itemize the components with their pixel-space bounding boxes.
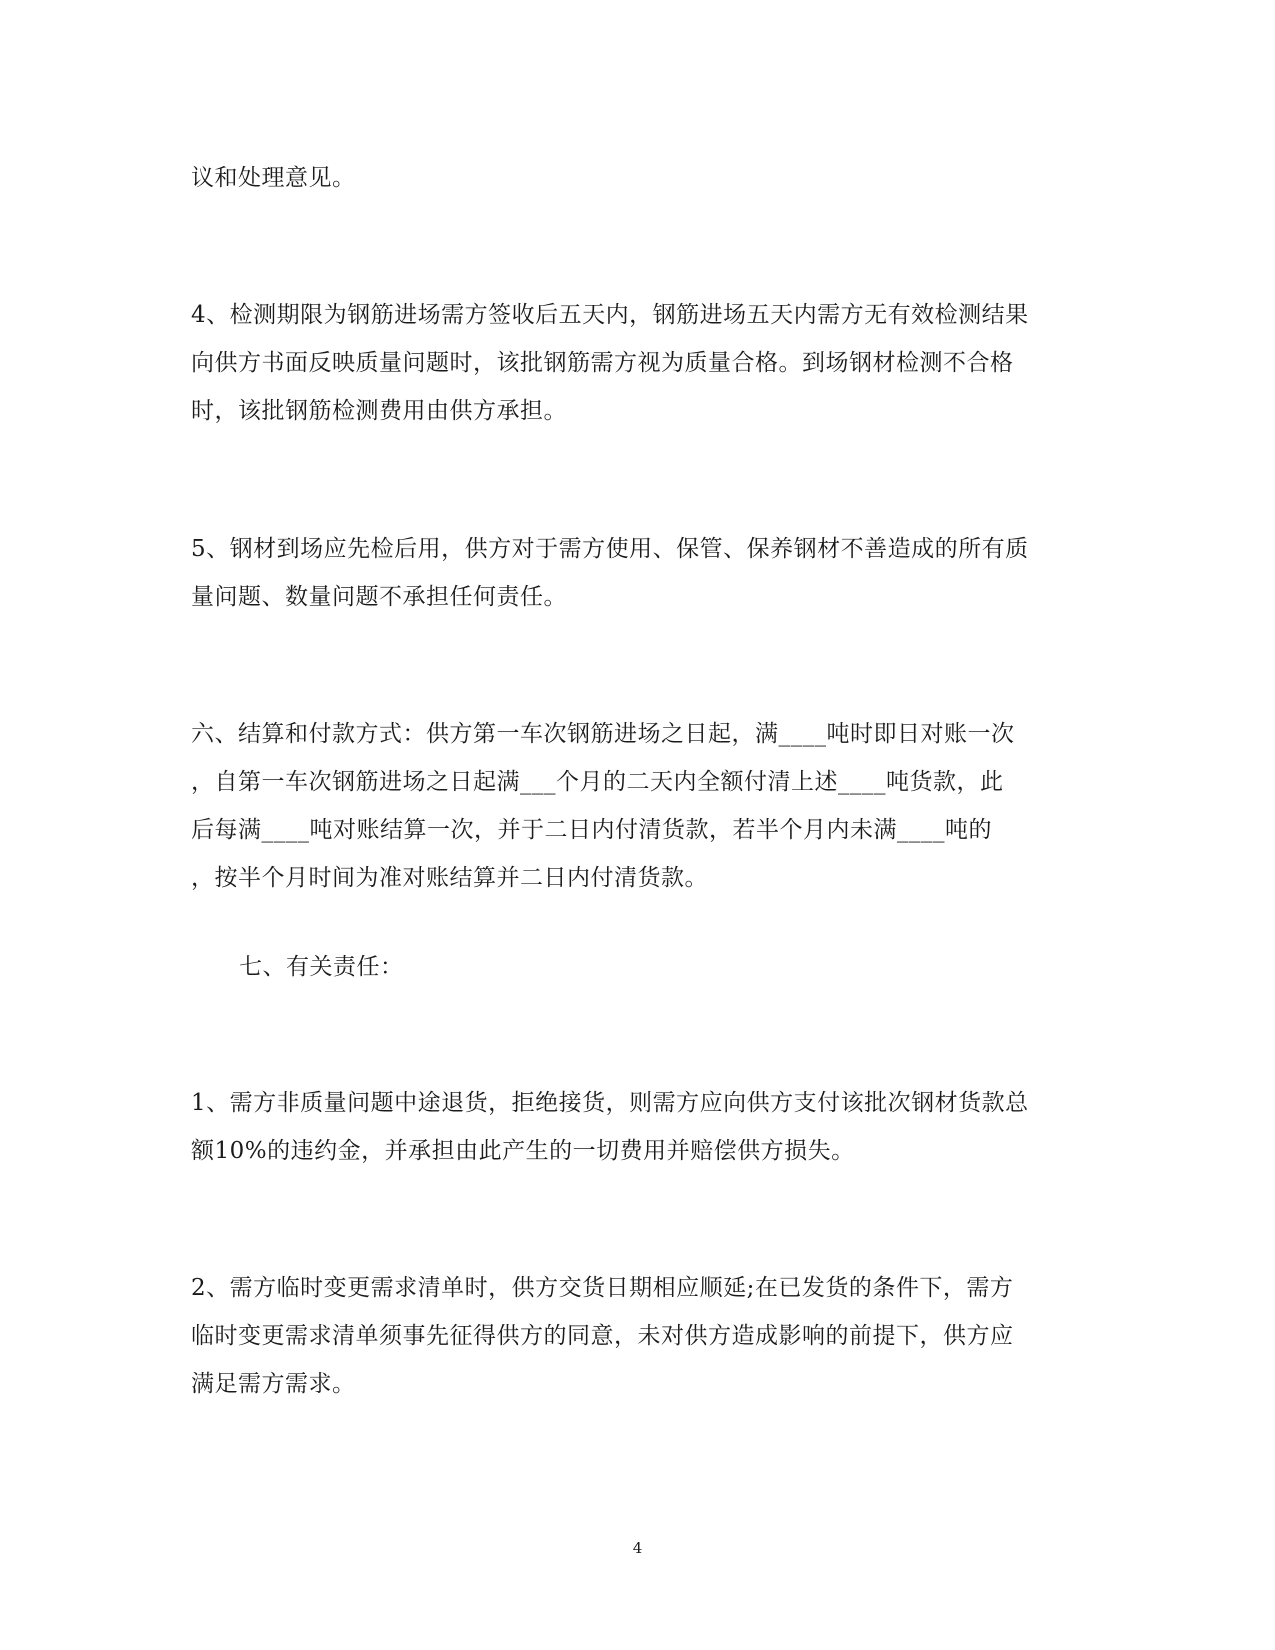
text-line: 临时变更需求清单须事先征得供方的同意，未对供方造成影响的前提下，供方应 xyxy=(191,1323,1014,1349)
text-line: 额10%的违约金，并承担由此产生的一切费用并赔偿供方损失。 xyxy=(191,1138,855,1164)
text-line: 5、钢材到场应先检后用，供方对于需方使用、保管、保养钢材不善造成的所有质 xyxy=(191,536,1029,562)
paragraph-clause-4 xyxy=(191,291,1081,435)
text-line: 后每满____吨对账结算一次，并于二日内付清货款，若半个月内未满____吨的 xyxy=(191,817,992,843)
text-line: 时，该批钢筋检测费用由供方承担。 xyxy=(191,398,567,424)
text-line: 满足需方需求。 xyxy=(191,1371,356,1397)
paragraph-clause-7-2 xyxy=(191,1264,1081,1408)
text-line: 六、结算和付款方式：供方第一车次钢筋进场之日起，满____吨时即日对账一次 xyxy=(191,721,1015,747)
text-line: 1、需方非质量问题中途退货，拒绝接货，则需方应向供方支付该批次钢材货款总 xyxy=(191,1090,1029,1116)
text-line: 4、检测期限为钢筋进场需方签收后五天内，钢筋进场五天内需方无有效检测结果 xyxy=(191,302,1029,328)
page-number: 4 xyxy=(632,1539,643,1557)
paragraph-section-6-settlement xyxy=(191,710,1081,902)
text-line: 向供方书面反映质量问题时，该批钢筋需方视为质量合格。到场钢材检测不合格 xyxy=(191,350,1014,376)
text-line: 议和处理意见。 xyxy=(191,165,356,191)
paragraph-clause-7-1 xyxy=(191,1079,1081,1175)
text-line: 2、需方临时变更需求清单时，供方交货日期相应顺延;在已发货的条件下，需方 xyxy=(191,1275,1014,1301)
paragraph-clause-5 xyxy=(191,525,1081,621)
text-line: 量问题、数量问题不承担任何责任。 xyxy=(191,584,567,610)
text-line: ，按半个月时间为准对账结算并二日内付清货款。 xyxy=(191,865,708,891)
section-7-heading: 七、有关责任： xyxy=(239,954,404,980)
paragraph-continuation xyxy=(191,154,1081,202)
text-line: ，自第一车次钢筋进场之日起满___个月的二天内全额付清上述____吨货款，此 xyxy=(191,769,1004,795)
